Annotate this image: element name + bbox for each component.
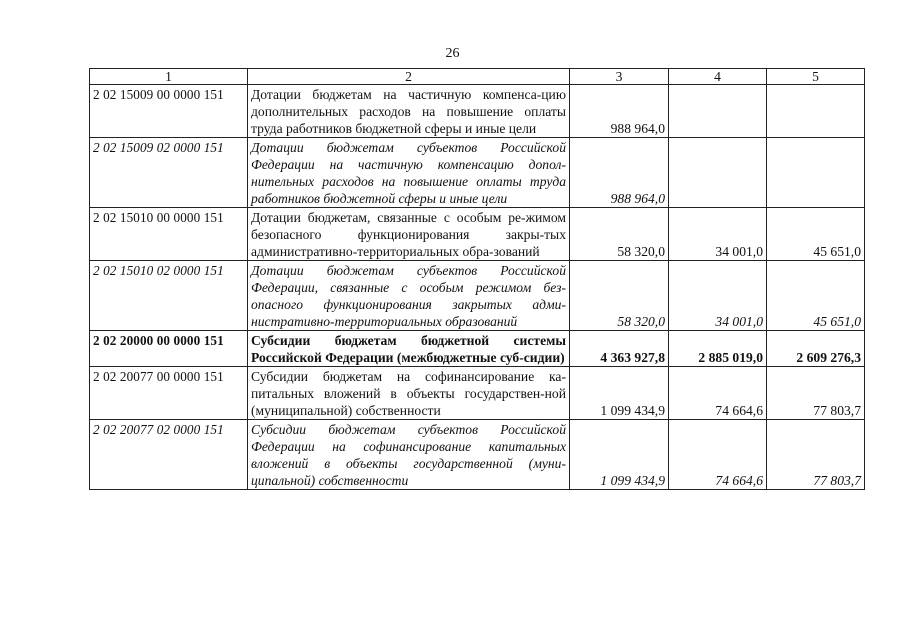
table-row	[90, 85, 865, 138]
value-col-4: 74 664,6	[669, 420, 767, 490]
table-row	[90, 331, 865, 367]
name-cell: Дотации бюджетам на частичную компенса-цию дополнительных расходов на повышение оплаты труда работников бюджетной сферы и иные цели	[248, 85, 570, 138]
table-header-row	[90, 69, 865, 85]
table-row	[90, 420, 865, 490]
code-cell: 2 02 15010 02 0000 151	[90, 261, 248, 331]
value-col-5: 2 609 276,3	[767, 331, 865, 367]
value-col-5: 45 651,0	[767, 261, 865, 331]
value-col-3: 1 099 434,9	[570, 367, 669, 420]
budget-table	[89, 68, 865, 490]
header-col-5: 5	[767, 69, 865, 85]
value-col-3: 1 099 434,9	[570, 420, 669, 490]
value-col-5: 77 803,7	[767, 420, 865, 490]
value-col-4	[669, 138, 767, 208]
table-row	[90, 261, 865, 331]
name-cell: Дотации бюджетам, связанные с особым ре-жимом безопасного функционирования закры-тых административно-территориальных обра-зований	[248, 208, 570, 261]
name-cell: Дотации бюджетам субъектов Российской Федерации на частичную компенсацию допол-нительных расходов на повышение оплаты труда работников бюджетной сферы и иные цели	[248, 138, 570, 208]
value-col-4: 74 664,6	[669, 367, 767, 420]
header-col-3: 3	[570, 69, 669, 85]
value-col-3: 4 363 927,8	[570, 331, 669, 367]
value-col-4: 34 001,0	[669, 208, 767, 261]
value-col-3: 988 964,0	[570, 138, 669, 208]
value-col-3: 58 320,0	[570, 208, 669, 261]
code-cell: 2 02 20077 00 0000 151	[90, 367, 248, 420]
value-col-5: 77 803,7	[767, 367, 865, 420]
value-col-4: 34 001,0	[669, 261, 767, 331]
value-col-5	[767, 138, 865, 208]
name-cell: Субсидии бюджетам на софинансирование ка-питальных вложений в объекты государствен-ной (муниципальной) собственности	[248, 367, 570, 420]
value-col-3: 988 964,0	[570, 85, 669, 138]
header-col-4: 4	[669, 69, 767, 85]
code-cell: 2 02 15010 00 0000 151	[90, 208, 248, 261]
code-cell: 2 02 15009 02 0000 151	[90, 138, 248, 208]
header-col-2: 2	[248, 69, 570, 85]
table-row	[90, 138, 865, 208]
table-row	[90, 367, 865, 420]
table-row	[90, 208, 865, 261]
name-cell: Субсидии бюджетам субъектов Российской Федерации на софинансирование капитальных вложений в объекты государственной (муни-ципальной) собственности	[248, 420, 570, 490]
value-col-4	[669, 85, 767, 138]
value-col-3: 58 320,0	[570, 261, 669, 331]
value-col-5	[767, 85, 865, 138]
code-cell: 2 02 20000 00 0000 151	[90, 331, 248, 367]
name-cell: Субсидии бюджетам бюджетной системы Российской Федерации (межбюджетные суб-сидии)	[248, 331, 570, 367]
value-col-4: 2 885 019,0	[669, 331, 767, 367]
header-col-1: 1	[90, 69, 248, 85]
page-number: 26	[445, 46, 460, 61]
value-col-5: 45 651,0	[767, 208, 865, 261]
name-cell: Дотации бюджетам субъектов Российской Федерации, связанные с особым режимом без-опасного функционирования закрытых адми-нистративно-территориальных образований	[248, 261, 570, 331]
code-cell: 2 02 20077 02 0000 151	[90, 420, 248, 490]
code-cell: 2 02 15009 00 0000 151	[90, 85, 248, 138]
